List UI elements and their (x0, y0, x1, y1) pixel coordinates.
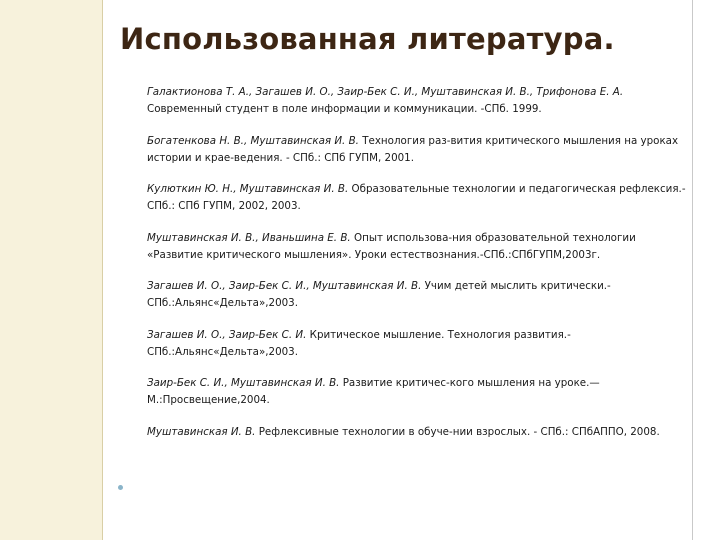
left-divider-line (102, 0, 103, 540)
reference-text: Современный студент в поле информации и коммуникации. -СПб. 1999. (147, 103, 542, 115)
reference-text: Технология раз-вития критического мышления на уроках истории и крае-ведения. - СПб.: СПб ГУПМ, 2001. (147, 134, 679, 164)
reference-authors: Муштавинская И. В. (147, 425, 256, 438)
reference-authors: Муштавинская И. В., Иваньшина Е. В. (147, 231, 351, 244)
empty-bullet-icon (118, 485, 123, 490)
reference-item (147, 424, 687, 441)
reference-list (147, 84, 687, 455)
reference-item (147, 327, 687, 361)
reference-authors: Заир-Бек С. И., Муштавинская И. В. (147, 377, 340, 389)
reference-text: Учим детей мыслить критически.-СПб.:Альянс«Дельта»,2003. (147, 280, 611, 309)
reference-authors: Кулюткин Ю. Н., Муштавинская И. В. (147, 183, 349, 195)
reference-text: Критическое мышление. Технология развития.-СПб.:Альянс«Дельта»,2003. (147, 328, 571, 358)
reference-text: Развитие критичес-кого мышления на уроке.— М.:Просвещение,2004. (147, 377, 600, 406)
reference-item (147, 84, 687, 118)
reference-item (147, 230, 687, 264)
reference-authors: Загашев И. О., Заир-Бек С. И. (147, 328, 307, 341)
reference-text: Образовательные технологии и педагогическая рефлексия.-СПб.: СПб ГУПМ, 2002, 2003. (147, 183, 686, 212)
reference-authors: Загашев И. О., Заир-Бек С. И., Муштавинская И. В. (147, 280, 422, 292)
slide-title: Использованная литература. (120, 22, 615, 56)
reference-item (147, 375, 687, 409)
reference-text: Рефлексивные технологии в обуче-нии взрослых. - СПб.: СПбАППО, 2008. (255, 425, 660, 438)
right-decorative-panel (693, 0, 720, 540)
reference-item (147, 278, 687, 312)
reference-item (147, 133, 687, 167)
left-decorative-panel (0, 0, 102, 540)
reference-item (147, 181, 687, 215)
reference-authors: Галактионова Т. А., Загашев И. О., Заир-Бек С. И., Муштавинская И. В., Трифонова Е. А. (147, 86, 624, 98)
reference-text: Опыт использова-ния образовательной технологии «Развитие критического мышления». Уроки естествознания.-СПб.:СПбГУПМ,2003г. (147, 231, 636, 261)
reference-authors: Богатенкова Н. В., Муштавинская И. В. (147, 134, 359, 147)
